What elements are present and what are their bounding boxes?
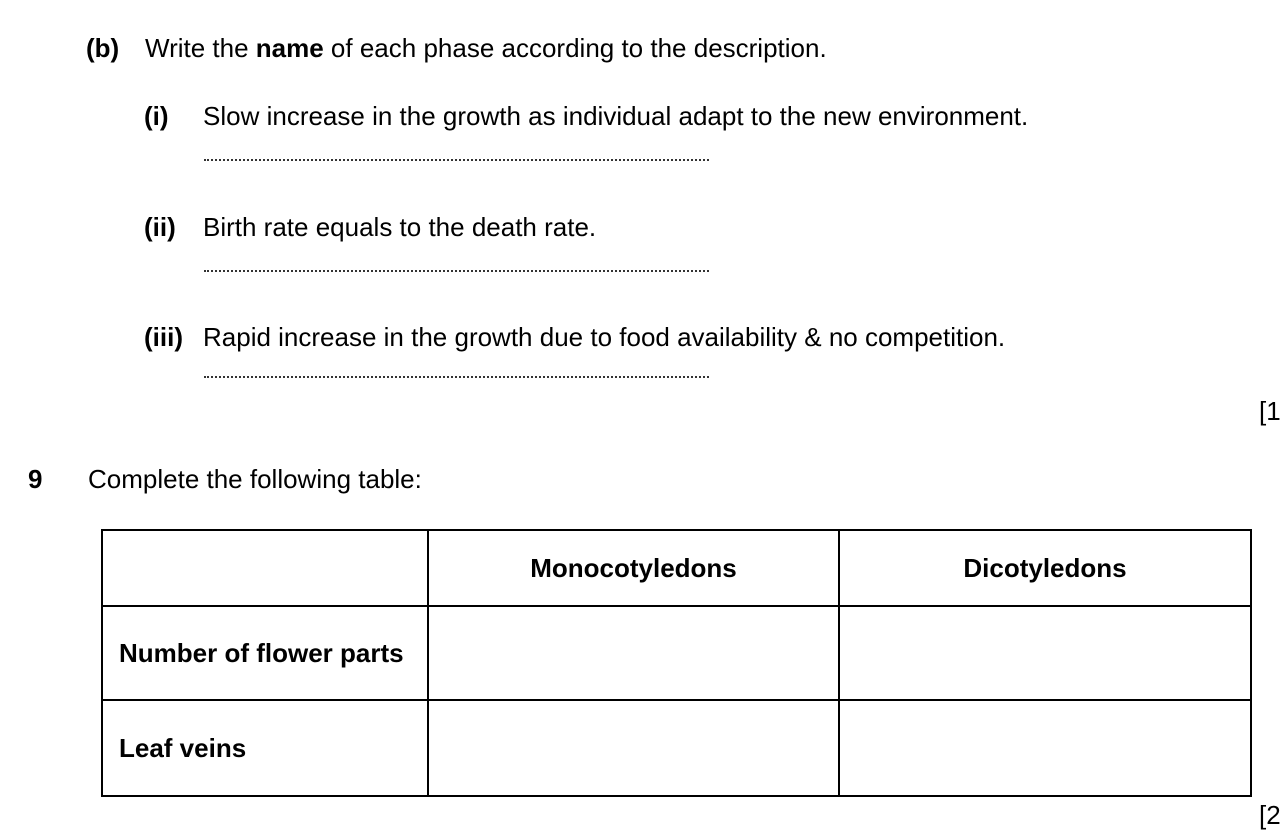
table-header-empty — [102, 530, 428, 606]
item-i-text: Slow increase in the growth as individual adapt to the new environment. — [203, 101, 1029, 131]
part-b-marks: [1 — [1259, 396, 1281, 426]
table-header-dicotyledons: Dicotyledons — [839, 530, 1251, 606]
part-b-instruction — [145, 33, 827, 63]
item-iii-label: (iii) — [144, 322, 183, 352]
table-row — [102, 700, 1251, 796]
instruction-text-after: of each phase according to the description. — [323, 33, 827, 63]
question-9-number: 9 — [28, 464, 43, 494]
table-header-monocotyledons: Monocotyledons — [428, 530, 839, 606]
table-row — [102, 606, 1251, 700]
item-i-label: (i) — [144, 101, 169, 131]
question-9-marks: [2 — [1259, 800, 1281, 830]
table-header-row — [102, 530, 1251, 606]
answer-cell-dicot-flower-parts[interactable] — [839, 606, 1251, 700]
question-9-instruction: Complete the following table: — [88, 464, 422, 494]
row-label-flower-parts: Number of flower parts — [102, 606, 428, 700]
item-ii-label: (ii) — [144, 212, 176, 242]
row-label-leaf-veins: Leaf veins — [102, 700, 428, 796]
answer-cell-dicot-leaf-veins[interactable] — [839, 700, 1251, 796]
item-iii-text: Rapid increase in the growth due to food availability & no competition. — [203, 322, 1006, 352]
item-ii-text: Birth rate equals to the death rate. — [203, 212, 597, 242]
answer-cell-monocot-leaf-veins[interactable] — [428, 700, 839, 796]
comparison-table — [101, 529, 1252, 797]
part-b-label: (b) — [86, 33, 120, 63]
item-iii-answer-line[interactable] — [204, 376, 709, 378]
instruction-text-bold: name — [255, 33, 324, 63]
instruction-text-before: Write the — [145, 33, 256, 63]
item-ii-answer-line[interactable] — [204, 270, 709, 272]
answer-cell-monocot-flower-parts[interactable] — [428, 606, 839, 700]
item-i-answer-line[interactable] — [204, 159, 709, 161]
